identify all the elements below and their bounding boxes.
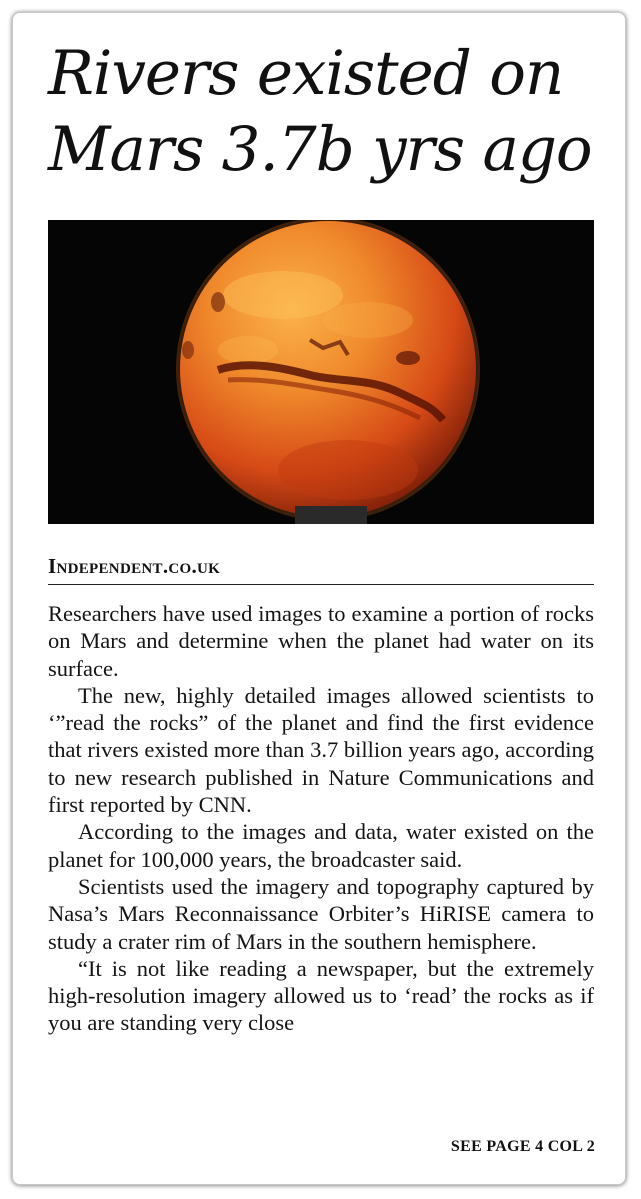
article-paragraph-4: Scientists used the imagery and topography captured by Nasa’s Mars Reconnaissance Orbiter’s HiRISE camera to study a crater rim of Mars in the southern hemisphere. — [48, 873, 594, 954]
divider-rule — [48, 584, 594, 585]
mars-photo — [48, 220, 594, 524]
article-paragraph-5: “It is not like reading a newspaper, but the extremely high-resolution imagery allowed us to ‘read’ the rocks as if you are standing very close — [48, 955, 594, 1036]
headline — [48, 36, 608, 188]
article-paragraph-1: Researchers have used images to examine a portion of rocks on Mars and determine when the planet had water on its surface. — [48, 601, 594, 681]
source-credit: Independent.co.uk — [48, 554, 221, 578]
headline-line-1: Rivers existed on — [48, 38, 564, 109]
headline-line-2: Mars 3.7b yrs ago — [48, 114, 592, 185]
article-body — [48, 600, 594, 1037]
planet-mars-icon — [48, 220, 594, 524]
article-paragraph-2: The new, highly detailed images allowed scientists to ‘”read the rocks” of the planet and find the first evidence that rivers existed more than 3.7 billion years ago, according to new research published in Nature Communications and first reported by CNN. — [48, 682, 594, 818]
continuation-note: SEE PAGE 4 COL 2 — [450, 1138, 595, 1155]
article-paragraph-3: According to the images and data, water existed on the planet for 100,000 years, the broadcaster said. — [48, 819, 594, 872]
